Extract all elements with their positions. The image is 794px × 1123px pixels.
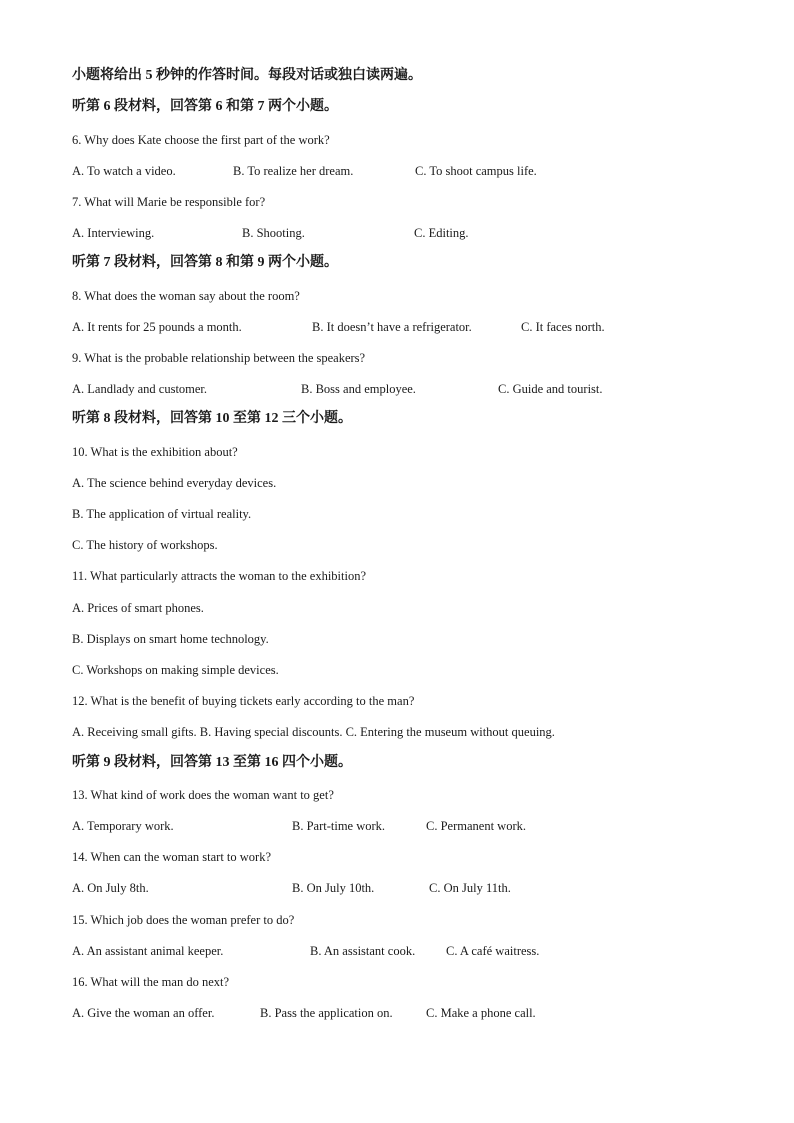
question-text: 12. What is the benefit of buying tickets early according to the man? [72,694,415,708]
option-c: C. To shoot campus life. [415,164,537,178]
option-c: C. Workshops on making simple devices. [72,663,279,677]
option-a: A. Interviewing. [72,226,155,240]
option-c: C. Permanent work. [426,819,526,833]
option-b: B. On July 10th. [292,881,375,895]
intro-text: 小题将给出 5 秒钟的作答时间。每段对话或独白读两遍。 [72,68,422,83]
option-b: B. Shooting. [242,226,305,240]
option-b: B. Part-time work. [292,819,386,833]
option-a: A. It rents for 25 pounds a month. [72,320,242,334]
question-text: 10. What is the exhibition about? [72,445,238,459]
option-b: B. Displays on smart home technology. [72,632,269,646]
option-a: A. To watch a video. [72,164,176,178]
question-text: 16. What will the man do next? [72,975,230,989]
question-text: 14. When can the woman start to work? [72,850,272,864]
option-c: C. Guide and tourist. [498,382,603,396]
question-text: 11. What particularly attracts the woman to the exhibition? [72,569,367,583]
option-b: B. Boss and employee. [301,382,416,396]
section-heading: 听第 7 段材料，回答第 8 和第 9 两个小题。 [72,255,338,270]
option-c: C. Make a phone call. [426,1006,536,1020]
option-b: B. It doesn’t have a refrigerator. [312,320,472,334]
option-c: C. Editing. [414,226,469,240]
section-heading: 听第 8 段材料，回答第 10 至第 12 三个小题。 [72,411,352,426]
option-b: B. Pass the application on. [260,1006,393,1020]
option-a: A. Temporary work. [72,819,174,833]
option-a: A. An assistant animal keeper. [72,944,224,958]
option-b: B. The application of virtual reality. [72,507,252,521]
question-text: 9. What is the probable relationship between the speakers? [72,351,366,365]
option-a: A. Landlady and customer. [72,382,208,396]
option-a: A. Give the woman an offer. [72,1006,215,1020]
option-c: C. It faces north. [521,320,605,334]
option-b: B. An assistant cook. [310,944,416,958]
question-text: 6. Why does Kate choose the first part of the work? [72,133,330,147]
options-line: A. Receiving small gifts. B. Having special discounts. C. Entering the museum without queuing. [72,725,555,739]
option-a: A. The science behind everyday devices. [72,476,277,490]
question-text: 13. What kind of work does the woman want to get? [72,788,334,802]
section-heading: 听第 9 段材料，回答第 13 至第 16 四个小题。 [72,755,352,770]
option-a: A. On July 8th. [72,881,149,895]
option-c: C. The history of workshops. [72,538,218,552]
question-text: 7. What will Marie be responsible for? [72,195,266,209]
option-c: C. On July 11th. [429,881,511,895]
option-b: B. To realize her dream. [233,164,354,178]
section-heading: 听第 6 段材料，回答第 6 和第 7 两个小题。 [72,99,338,114]
option-c: C. A café waitress. [446,944,540,958]
question-text: 8. What does the woman say about the room? [72,289,300,303]
option-a: A. Prices of smart phones. [72,601,204,615]
question-text: 15. Which job does the woman prefer to do? [72,913,295,927]
